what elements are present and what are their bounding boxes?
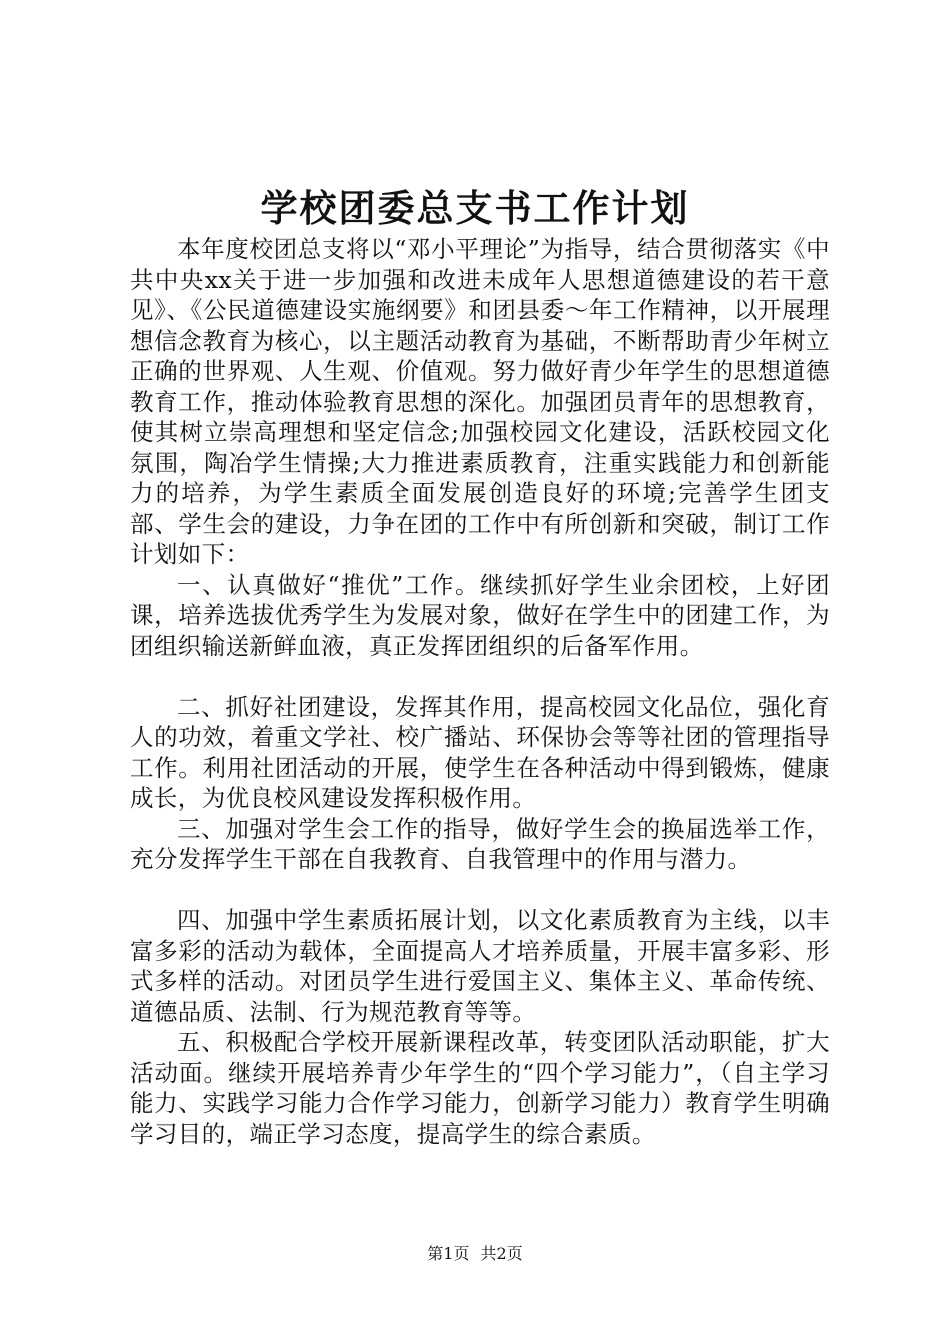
page-footer: [0, 1243, 950, 1265]
document-body: [130, 234, 830, 1149]
section-paragraph-4: 四、加强中学生素质拓展计划，以文化素质教育为主线，以丰富多彩的活动为载体，全面提高人才培养质量，开展丰富多彩、形式多样的活动。对团员学生进行爱国主义、集体主义、革命传统、道德品质、法制、行为规范教育等等。: [130, 906, 830, 1026]
page-number: 第1页: [427, 1244, 470, 1263]
document-title: 学校团委总支书工作计划: [260, 186, 690, 230]
section-paragraph-3: 三、加强对学生会工作的指导，做好学生会的换届选举工作，充分发挥学生干部在自我教育、自我管理中的作用与潜力。: [130, 814, 830, 873]
intro-paragraph: 本年度校团总支将以“邓小平理论”为指导，结合贯彻落实《中共中央xx关于进一步加强和改进未成年人思想道德建设的若干意见》、《公民道德建设实施纲要》和团县委～年工作精神，以开展理想信念教育为核心，以主题活动教育为基础，不断帮助青少年树立正确的世界观、人生观、价值观。努力做好青少年学生的思想道德教育工作，推动体验教育思想的深化。加强团员青年的思想教育，使其树立崇高理想和坚定信念;加强校园文化建设，活跃校园文化氛围，陶冶学生情操;大力推进素质教育，注重实践能力和创新能力的培养，为学生素质全面发展创造良好的环境;完善学生团支部、学生会的建设，力争在团的工作中有所创新和突破，制订工作计划如下：: [130, 235, 830, 568]
section-paragraph-1: 一、认真做好“推优”工作。继续抓好学生业余团校，上好团课，培养选拔优秀学生为发展对象，做好在学生中的团建工作，为团组织输送新鲜血液，真正发挥团组织的后备军作用。: [130, 570, 830, 660]
section-paragraph-5: 五、积极配合学校开展新课程改革，转变团队活动职能，扩大活动面。继续开展培养青少年学生的“四个学习能力”，（自主学习能力、实践学习能力合作学习能力，创新学习能力）教育学生明确学习目的，端正学习态度，提高学生的综合素质。: [130, 1028, 830, 1148]
page-total: 共2页: [480, 1244, 523, 1263]
section-paragraph-2: 二、抓好社团建设，发挥其作用，提高校园文化品位，强化育人的功效，着重文学社、校广播站、环保协会等等社团的管理指导工作。利用社团活动的开展，使学生在各种活动中得到锻炼，健康成长，为优良校风建设发挥积极作用。: [130, 692, 830, 812]
